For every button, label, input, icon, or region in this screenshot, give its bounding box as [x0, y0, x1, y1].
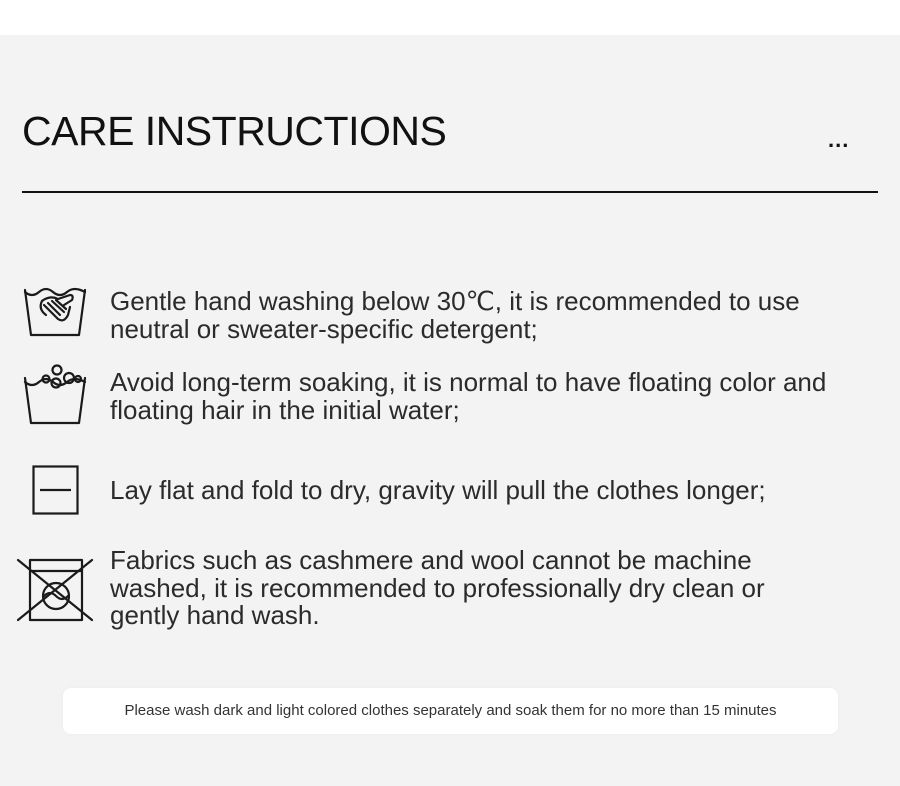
- dry-flat-icon: [32, 465, 80, 517]
- no-machine-wash-icon: [16, 557, 94, 623]
- instruction-text: Fabrics such as cashmere and wool cannot be machine washed, it is recommended to professionally dry clean or gently hand wash.: [110, 545, 765, 630]
- no-soaking-icon: [22, 364, 88, 426]
- hand-wash-icon: [22, 285, 88, 341]
- wash-note: [63, 688, 838, 734]
- page-title: CARE INSTRUCTIONS: [22, 108, 447, 154]
- title-divider: [22, 191, 878, 193]
- care-panel: [0, 35, 900, 786]
- instruction-text: Lay flat and fold to dry, gravity will pull the clothes longer;: [110, 475, 766, 505]
- more-icon[interactable]: ...: [828, 127, 850, 152]
- wash-note-text: Please wash dark and light colored clothes separately and soak them for no more than 15 minutes: [124, 702, 777, 719]
- instruction-text: Gentle hand washing below 30℃, it is recommended to use neutral or sweater-specific detergent;: [110, 286, 800, 344]
- instruction-text: Avoid long-term soaking, it is normal to have floating color and floating hair in the initial water;: [110, 367, 827, 425]
